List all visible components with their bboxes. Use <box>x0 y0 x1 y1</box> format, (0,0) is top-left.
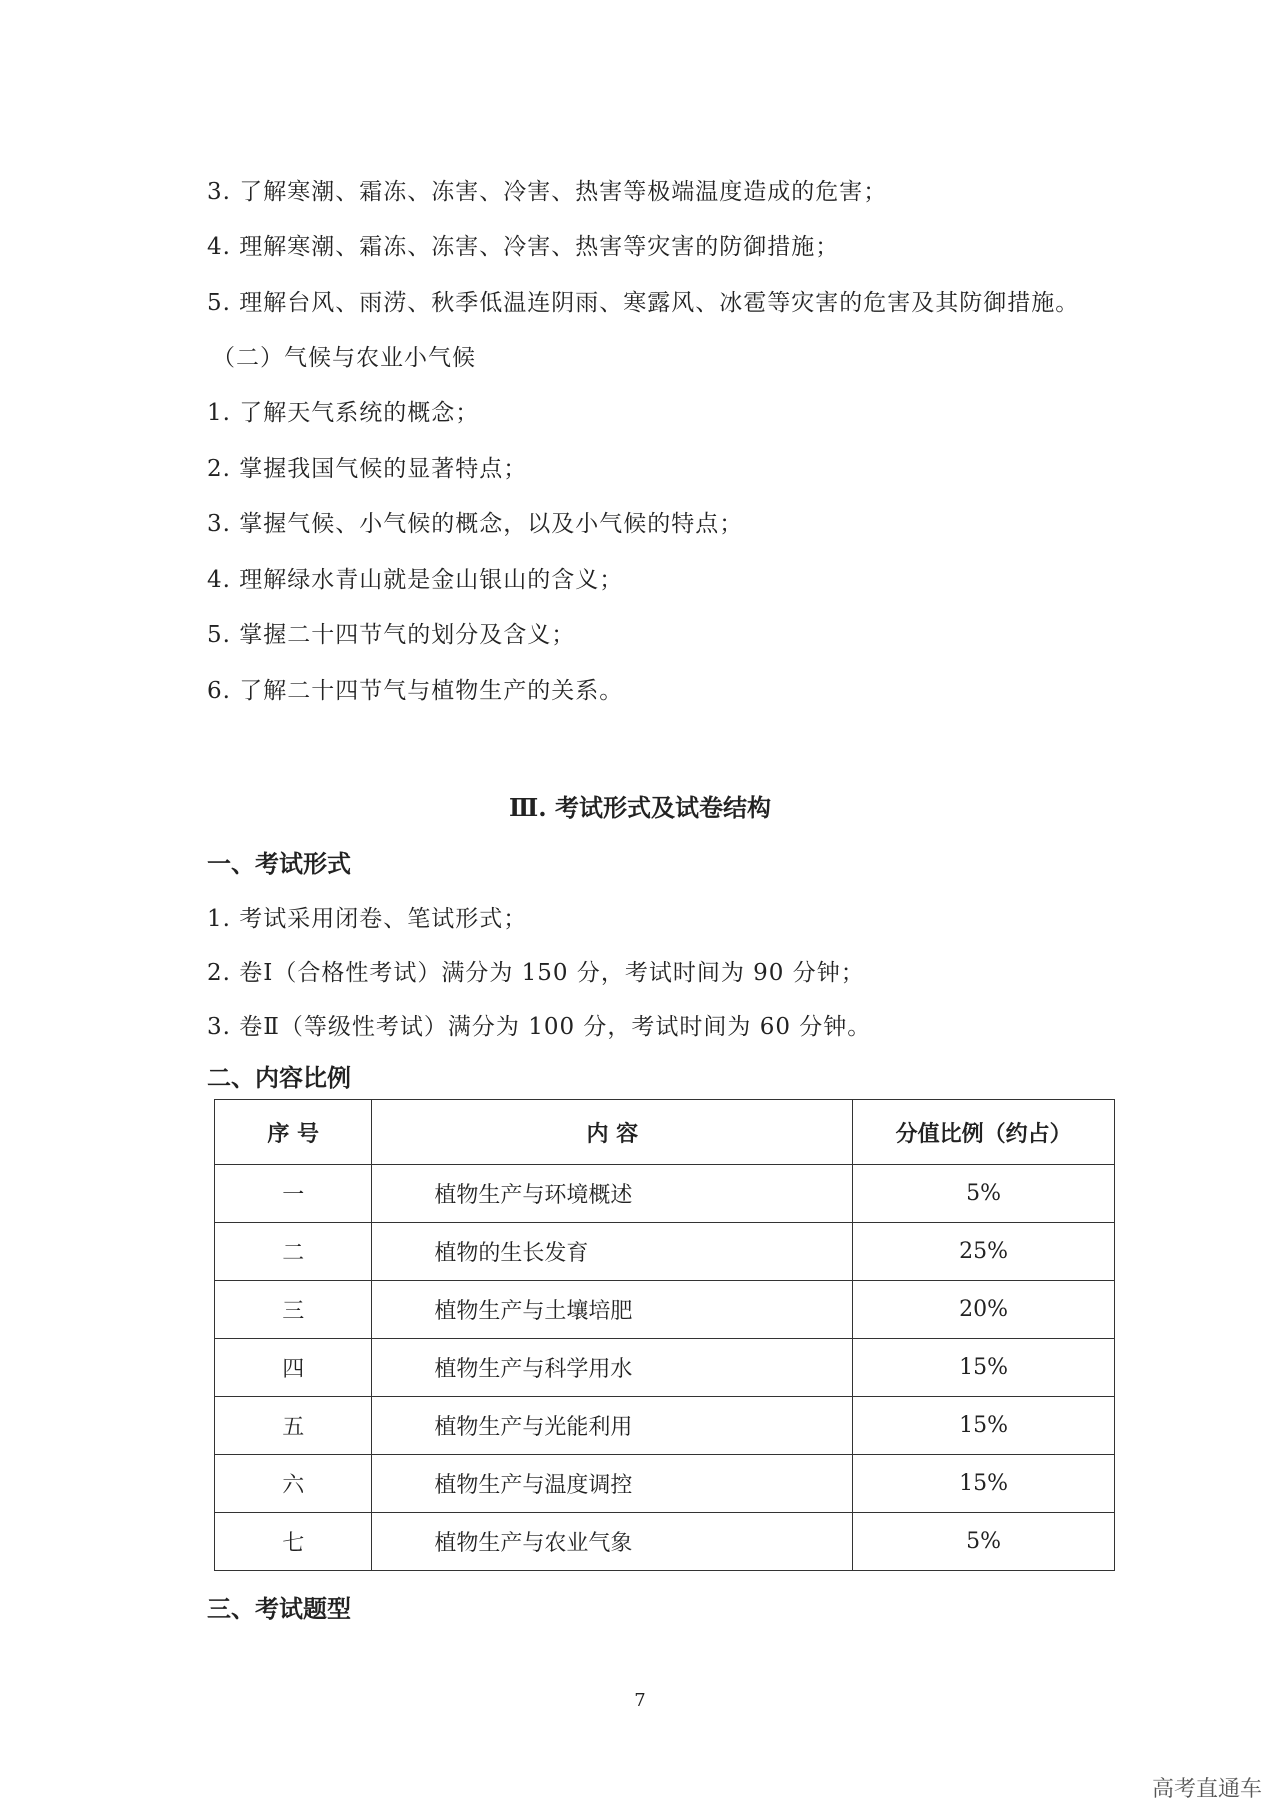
header-content: 内 容 <box>372 1100 853 1165</box>
body-line: 5. 理解台风、雨涝、秋季低温连阴雨、寒露风、冰雹等灾害的危害及其防御措施。 <box>207 290 1080 316</box>
body-line: 5. 掌握二十四节气的划分及含义； <box>207 622 576 648</box>
table-row <box>215 1513 1115 1571</box>
table-row <box>215 1223 1115 1281</box>
body-line: 4. 理解寒潮、霜冻、冻害、冷害、热害等灾害的防御措施； <box>207 234 840 260</box>
body-line: 3. 掌握气候、小气候的概念，以及小气候的特点； <box>207 511 744 537</box>
cell-ratio: 15% <box>853 1455 1115 1513</box>
cell-content: 植物生产与光能利用 <box>372 1397 853 1455</box>
cell-ratio: 15% <box>853 1339 1115 1397</box>
cell-content: 植物生产与温度调控 <box>372 1455 853 1513</box>
content-ratio-table <box>214 1099 1115 1571</box>
table-row <box>215 1165 1115 1223</box>
cell-index: 五 <box>215 1397 372 1455</box>
page-number: 7 <box>634 1690 646 1711</box>
cell-content: 植物生产与土壤培肥 <box>372 1281 853 1339</box>
cell-ratio: 25% <box>853 1223 1115 1281</box>
header-ratio: 分值比例（约占） <box>853 1100 1115 1165</box>
body-line: 4. 理解绿水青山就是金山银山的含义； <box>207 567 624 593</box>
body-line: 1. 了解天气系统的概念； <box>207 400 480 426</box>
table-row <box>215 1339 1115 1397</box>
exam-types-heading: 三、考试题型 <box>207 1595 351 1623</box>
table-row <box>215 1455 1115 1513</box>
exam-form-item: 2. 卷Ⅰ（合格性考试）满分为 150 分，考试时间为 90 分钟； <box>207 960 865 986</box>
section-title: Ⅲ. 考试形式及试卷结构 <box>509 793 771 822</box>
cell-index: 二 <box>215 1223 372 1281</box>
exam-form-heading: 一、考试形式 <box>207 850 351 878</box>
cell-content: 植物生产与农业气象 <box>372 1513 853 1571</box>
cell-index: 七 <box>215 1513 372 1571</box>
cell-index: 六 <box>215 1455 372 1513</box>
body-line: 3. 了解寒潮、霜冻、冻害、冷害、热害等极端温度造成的危害； <box>207 179 888 205</box>
exam-form-item: 3. 卷Ⅱ（等级性考试）满分为 100 分，考试时间为 60 分钟。 <box>207 1014 872 1040</box>
cell-content: 植物生产与环境概述 <box>372 1165 853 1223</box>
table-header-row <box>215 1100 1115 1165</box>
table-row <box>215 1281 1115 1339</box>
body-line: 6. 了解二十四节气与植物生产的关系。 <box>207 678 624 704</box>
cell-ratio: 20% <box>853 1281 1115 1339</box>
cell-ratio: 5% <box>853 1513 1115 1571</box>
cell-index: 四 <box>215 1339 372 1397</box>
header-index: 序 号 <box>215 1100 372 1165</box>
cell-content: 植物生产与科学用水 <box>372 1339 853 1397</box>
cell-index: 一 <box>215 1165 372 1223</box>
cell-ratio: 5% <box>853 1165 1115 1223</box>
cell-index: 三 <box>215 1281 372 1339</box>
subsection-title: （二）气候与农业小气候 <box>212 345 476 371</box>
cell-content: 植物的生长发育 <box>372 1223 853 1281</box>
watermark: 高考直通车 <box>1151 1777 1262 1802</box>
content-ratio-heading: 二、内容比例 <box>207 1064 351 1092</box>
body-line: 2. 掌握我国气候的显著特点； <box>207 456 528 482</box>
exam-form-item: 1. 考试采用闭卷、笔试形式； <box>207 906 528 932</box>
table-row <box>215 1397 1115 1455</box>
cell-ratio: 15% <box>853 1397 1115 1455</box>
